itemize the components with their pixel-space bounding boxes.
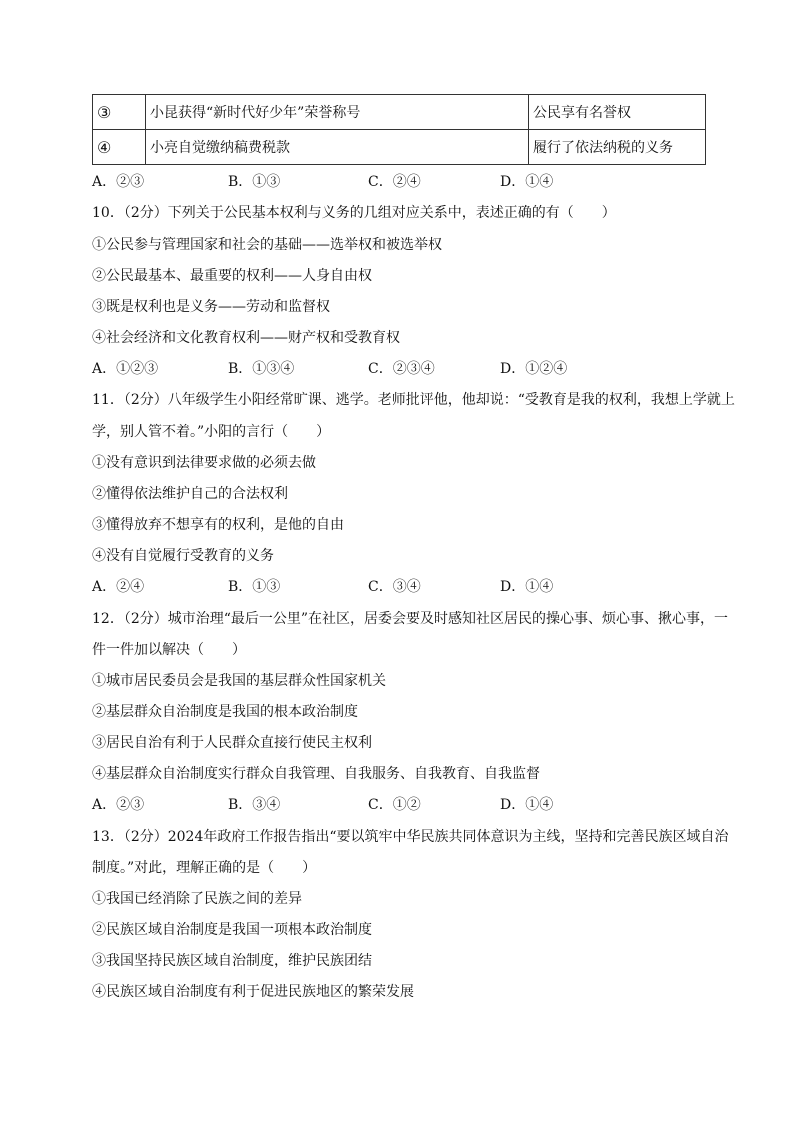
q11-option-d[interactable]: D．①④	[500, 579, 554, 595]
q10-option-c[interactable]: C．②③④	[368, 361, 435, 377]
q13-item-4: ④民族区域自治制度有利于促进民族地区的繁荣发展	[92, 984, 414, 1000]
q12-option-d[interactable]: D．①④	[500, 797, 554, 813]
q11-item-1: ①没有意识到法律要求做的必须去做	[92, 455, 316, 471]
row-event: 小亮自觉缴纳稿费税款	[146, 130, 529, 165]
q11-option-c[interactable]: C．③④	[368, 579, 421, 595]
q11-item-4: ④没有自觉履行受教育的义务	[92, 548, 274, 564]
row-number: ③	[93, 95, 146, 130]
q9-option-c[interactable]: C．②④	[368, 174, 421, 190]
q10-item-4: ④社会经济和文化教育权利——财产权和受教育权	[92, 330, 400, 346]
row-right: 公民享有名誉权	[529, 95, 706, 130]
q13-item-3: ③我国坚持民族区域自治制度，维护民族团结	[92, 953, 372, 969]
row-number: ④	[93, 130, 146, 165]
table-row	[93, 130, 706, 165]
q11-stem-line1: 11．（2分）八年级学生小阳经常旷课、逃学。老师批评他，他却说：“受教育是我的权利，我想上学就上	[92, 392, 735, 408]
table-row	[93, 95, 706, 130]
q13-item-2: ②民族区域自治制度是我国一项根本政治制度	[92, 922, 372, 938]
q12-item-4: ④基层群众自治制度实行群众自我管理、自我服务、自我教育、自我监督	[92, 766, 540, 782]
q10-option-d[interactable]: D．①②④	[500, 361, 568, 377]
q12-stem-line2: 件一件加以解决（ ）	[92, 642, 246, 658]
q9-option-a[interactable]: A．②③	[92, 174, 145, 190]
q12-option-b[interactable]: B．③④	[228, 797, 281, 813]
row-right: 履行了依法纳税的义务	[529, 130, 706, 165]
q12-item-2: ②基层群众自治制度是我国的根本政治制度	[92, 704, 358, 720]
matching-table	[92, 94, 706, 165]
q9-option-b[interactable]: B．①③	[228, 174, 281, 190]
row-event: 小昆获得“新时代好少年”荣誉称号	[146, 95, 529, 130]
q13-item-1: ①我国已经消除了民族之间的差异	[92, 891, 302, 907]
q10-stem: 10．（2分）下列关于公民基本权利与义务的几组对应关系中，表述正确的有（ ）	[92, 205, 616, 221]
q12-item-1: ①城市居民委员会是我国的基层群众性国家机关	[92, 673, 386, 689]
q10-item-1: ①公民参与管理国家和社会的基础——选举权和被选举权	[92, 237, 442, 253]
q10-option-a[interactable]: A．①②③	[92, 361, 159, 377]
q10-item-3: ③既是权利也是义务——劳动和监督权	[92, 299, 330, 315]
q13-stem-line1: 13．（2分）2024年政府工作报告指出“要以筑牢中华民族共同体意识为主线，坚持和完善民族区域自治	[92, 829, 729, 845]
q11-option-a[interactable]: A．②④	[92, 579, 145, 595]
q12-item-3: ③居民自治有利于人民群众直接行使民主权利	[92, 735, 372, 751]
q10-option-b[interactable]: B．①③④	[228, 361, 295, 377]
q11-item-2: ②懂得依法维护自己的合法权利	[92, 486, 288, 502]
q11-item-3: ③懂得放弃不想享有的权利，是他的自由	[92, 517, 344, 533]
q11-stem-line2: 学，别人管不着。”小阳的言行（ ）	[92, 424, 331, 440]
q12-option-a[interactable]: A．②③	[92, 797, 145, 813]
q9-option-d[interactable]: D．①④	[500, 174, 554, 190]
q10-item-2: ②公民最基本、最重要的权利——人身自由权	[92, 268, 372, 284]
q11-option-b[interactable]: B．①③	[228, 579, 281, 595]
q12-option-c[interactable]: C．①②	[368, 797, 421, 813]
q12-stem-line1: 12．（2分）城市治理“最后一公里”在社区，居委会要及时感知社区居民的操心事、烦心事、揪心事，一	[92, 611, 729, 627]
q13-stem-line2: 制度。”对此，理解正确的是（ ）	[92, 860, 317, 876]
